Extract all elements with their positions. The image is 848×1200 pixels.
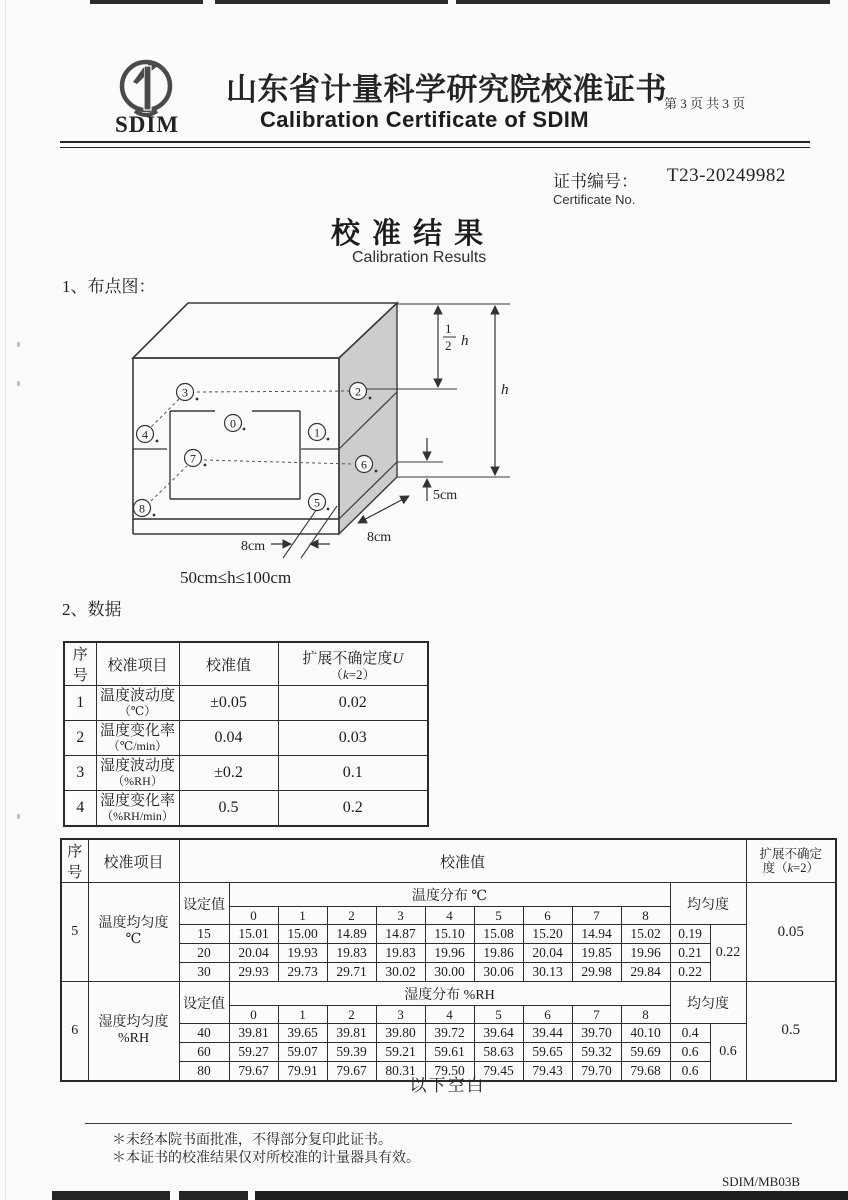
col-header-value: 校准值 — [179, 642, 278, 686]
uniformity-header: 均匀度 — [670, 883, 746, 925]
table-row: 80 79.67 79.91 79.67 80.31 79.50 79.45 79.43 79.70 79.68 0.6 — [61, 1062, 836, 1081]
table-row: 2 温度变化率 （℃/min） 0.04 0.03 — [64, 721, 428, 756]
col-header-uncertainty: 扩展不确定度U （k=2） — [278, 642, 428, 686]
certificate-title-en: Calibration Certificate of SDIM — [260, 107, 589, 132]
scan-speck — [17, 381, 20, 386]
certificate-no-label: 证书编号： — [553, 172, 638, 191]
h-label: h — [501, 382, 509, 398]
row-item: 温度均匀度 ℃ — [88, 883, 179, 982]
summary-results-table — [63, 641, 429, 827]
table-row: 60 59.27 59.07 59.39 59.21 59.61 58.63 59.65 59.32 59.69 0.6 — [61, 1043, 836, 1062]
uniformity-results-table — [60, 838, 837, 1082]
svg-text:5cm: 5cm — [433, 488, 458, 503]
overall-uniformity: 0.22 — [710, 925, 746, 982]
setpoint-header: 设定值 — [179, 982, 229, 1024]
sdim-logo — [110, 58, 184, 136]
table-header-row — [64, 642, 428, 686]
distribution-header: 温度分布 ℃ — [229, 883, 670, 907]
temp-block-header-row — [61, 883, 836, 907]
svg-text:h: h — [461, 333, 469, 349]
certificate-title-zh: 山东省计量科学研究院校准证书 — [226, 72, 667, 107]
header-divider — [60, 141, 810, 148]
svg-text:6: 6 — [361, 457, 367, 472]
point-layout-diagram — [95, 292, 555, 592]
point-index-row: 0 1 2 3 4 5 6 7 8 — [61, 1006, 836, 1024]
results-title-zh: 校 准 结 果 — [331, 218, 486, 250]
footnote-validity: ＊本证书的校准结果仅对所校准的计量器具有效。 — [112, 1151, 420, 1166]
svg-text:8: 8 — [139, 501, 145, 516]
uncertainty-value: 0.5 — [746, 982, 836, 1081]
point-8 — [134, 500, 156, 517]
half-h-label — [443, 321, 469, 353]
svg-text:1: 1 — [445, 321, 452, 336]
svg-text:8cm: 8cm — [367, 530, 392, 545]
scan-speck — [17, 814, 20, 819]
point-7 — [185, 450, 207, 467]
dashed-links — [151, 391, 353, 501]
svg-text:8cm: 8cm — [241, 539, 266, 554]
page-number-info: 第 3 页 共 3 页 — [664, 96, 746, 111]
distribution-header: 湿度分布 %RH — [229, 982, 670, 1006]
scan-edge-top — [90, 0, 830, 4]
table-row: 20 20.04 19.93 19.83 19.83 19.96 19.86 20.04 19.85 19.96 0.21 — [61, 944, 836, 963]
table-row: 4 湿度变化率 （%RH/min） 0.5 0.2 — [64, 791, 428, 826]
footnote-copy-restriction: ＊未经本院书面批准，不得部分复印此证书。 — [112, 1133, 392, 1148]
col-header-uncertainty: 扩展不确定 度（k=2） — [746, 839, 836, 883]
col-header-value: 校准值 — [179, 839, 746, 883]
svg-text:2: 2 — [445, 338, 452, 353]
results-title-en: Calibration Results — [352, 249, 487, 266]
footer-divider — [85, 1123, 792, 1124]
svg-text:1: 1 — [314, 425, 320, 440]
point-5 — [309, 494, 330, 511]
scan-edge-bottom — [52, 1191, 848, 1200]
logo-text: SDIM — [114, 112, 180, 136]
section1-heading: 1、布点图： — [62, 277, 156, 296]
blank-below-note: 以下空白 — [409, 1076, 486, 1095]
height-range-note: 50cm≤h≤100cm — [180, 568, 292, 587]
certificate-no-value: T23-20249982 — [667, 165, 786, 186]
humidity-block-header-row — [61, 982, 836, 1006]
point-index-row: 0 1 2 3 4 5 6 7 8 — [61, 907, 836, 925]
scan-speck — [17, 342, 20, 347]
col-header-item: 校准项目 — [96, 642, 179, 686]
dim-5cm — [427, 438, 457, 503]
svg-text:5: 5 — [314, 495, 320, 510]
col-header-no: 序号 — [61, 839, 88, 883]
row-no: 6 — [61, 982, 88, 1081]
chamber-right-face — [339, 303, 397, 534]
table-header-row — [61, 839, 836, 883]
svg-text:3: 3 — [182, 385, 188, 400]
svg-text:0: 0 — [230, 416, 236, 431]
point-1 — [309, 424, 330, 441]
table-row: 3 湿度波动度 （%RH） ±0.2 0.1 — [64, 756, 428, 791]
section2-heading: 2、数据 — [62, 600, 122, 619]
table-row: 40 39.81 39.65 39.81 39.80 39.72 39.64 39.44 39.70 40.10 0.4 0.6 — [61, 1024, 836, 1043]
form-code: SDIM/MB03B — [722, 1174, 801, 1189]
col-header-no: 序号 — [64, 642, 96, 686]
svg-text:4: 4 — [142, 427, 148, 442]
svg-text:7: 7 — [190, 451, 196, 466]
row-no: 5 — [61, 883, 88, 982]
table-row: 1 温度波动度 （℃） ±0.05 0.02 — [64, 686, 428, 721]
uncertainty-value: 0.05 — [746, 883, 836, 982]
dim-8cm-left — [241, 506, 337, 558]
table-row: 30 29.93 29.73 29.71 30.02 30.00 30.06 30.13 29.98 29.84 0.22 — [61, 963, 836, 982]
uniformity-header: 均匀度 — [670, 982, 746, 1024]
certificate-no-label-en: Certificate No. — [553, 192, 636, 207]
scan-edge-left — [5, 0, 6, 1200]
overall-uniformity: 0.6 — [710, 1024, 746, 1081]
point-0 — [225, 415, 246, 432]
table-row: 15 15.01 15.00 14.89 14.87 15.10 15.08 15.20 14.94 15.02 0.19 0.22 — [61, 925, 836, 944]
row-item: 湿度均匀度 %RH — [88, 982, 179, 1081]
svg-text:2: 2 — [355, 384, 361, 399]
point-4 — [137, 426, 159, 443]
point-3 — [177, 384, 199, 401]
col-header-item: 校准项目 — [88, 839, 179, 883]
setpoint-header: 设定值 — [179, 883, 229, 925]
